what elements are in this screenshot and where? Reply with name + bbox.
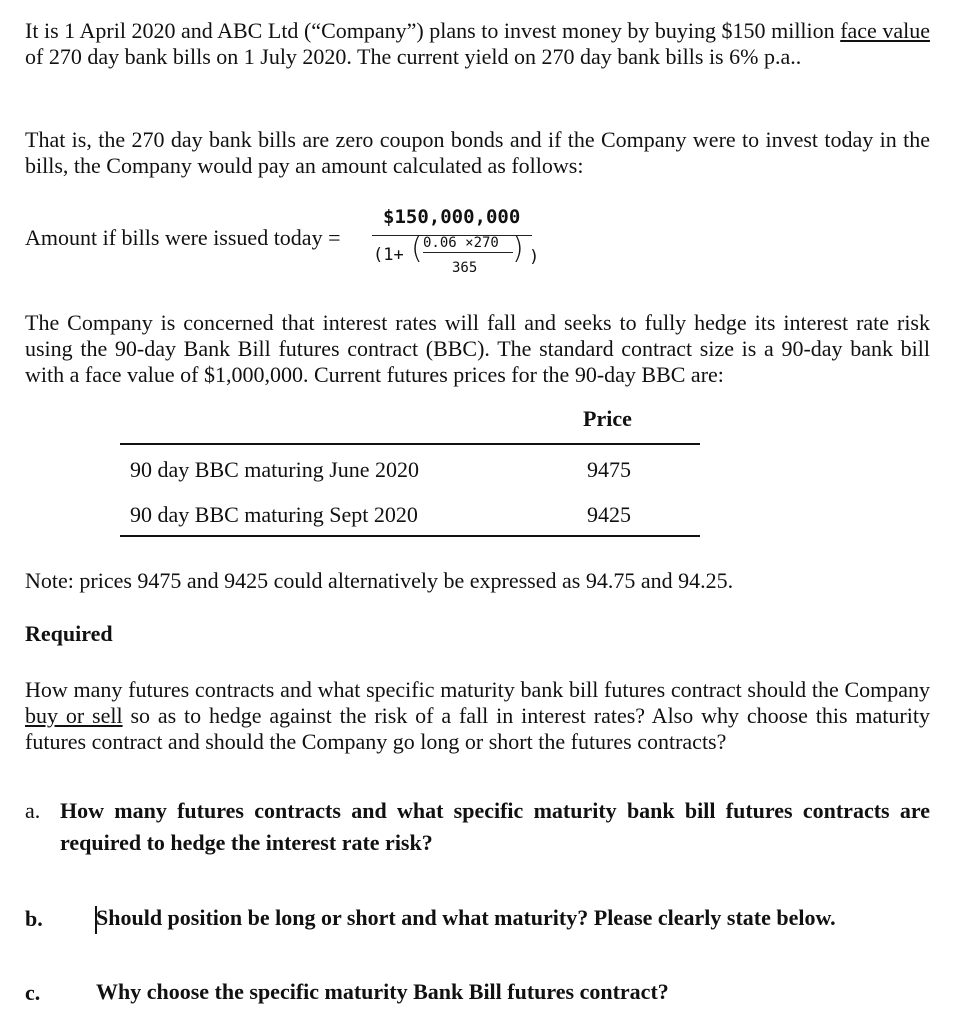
table-row-label: 90 day BBC maturing Sept 2020: [130, 502, 418, 527]
required-paragraph: [25, 677, 930, 755]
intro-text-end: of 270 day bank bills on 1 July 2020. The current yield on 270 day bank bills is 6% p.a..: [25, 44, 802, 69]
formula-denominator-open: (1+: [373, 245, 404, 265]
formula-denominator-close: ): [529, 247, 540, 267]
question-b-text: Should position be long or short and what maturity? Please clearly state below.: [96, 905, 836, 930]
hedge-paragraph: The Company is concerned that interest rates will fall and seeks to fully hedge its interest rate risk using the 90-day Bank Bill futures contract (BBC). The standard contract size is a 90-day bank bill with a face value of $1,000,000. Current futures prices for the 90-day BBC are:: [25, 310, 930, 387]
calculation-paragraph: That is, the 270 day bank bills are zero coupon bonds and if the Company were to invest today in the bills, the Company would pay an amount calculated as follows:: [25, 127, 930, 178]
note-paragraph: Note: prices 9475 and 9425 could alternatively be expressed as 94.75 and 94.25.: [25, 568, 734, 593]
intro-paragraph: [25, 18, 930, 70]
question-c-text: Why choose the specific maturity Bank Bill futures contract?: [96, 979, 669, 1004]
price-column-header: Price: [583, 406, 632, 431]
table-row-price: 9475: [587, 457, 631, 482]
question-a-text: How many futures contracts and what specific maturity bank bill futures contracts are required to hedge the interest rate risk?: [60, 798, 930, 855]
required-text-end: so as to hedge against the risk of a fall in interest rates? Also why choose this maturity futures contract and should the Company go long or short the futures contracts?: [25, 703, 930, 754]
formula-inner-fraction-line: [423, 252, 513, 253]
question-b-letter: b.: [25, 906, 43, 931]
formula-numerator: $150,000,000: [383, 206, 521, 228]
table-row-price: 9425: [587, 502, 631, 527]
question-c-letter: c.: [25, 980, 41, 1005]
required-underlined-term: buy or sell: [25, 703, 123, 728]
formula-label: Amount if bills were issued today =: [25, 225, 341, 250]
intro-text-start: It is 1 April 2020 and ABC Ltd (“Company”) plans to invest money by buying $150 million: [25, 18, 841, 43]
formula-inner-numerator: 0.06 ×270: [423, 235, 499, 251]
formula-left-paren: (: [411, 231, 423, 266]
formula-inner-denominator: 365: [452, 260, 478, 276]
required-text-start: How many futures contracts and what specific maturity bank bill futures contract should the Company: [25, 677, 930, 702]
table-top-rule: [120, 443, 700, 445]
required-heading: Required: [25, 621, 113, 646]
formula-right-paren: ): [512, 231, 524, 266]
intro-underlined-term: face value: [840, 18, 931, 43]
table-bottom-rule: [120, 535, 700, 537]
table-row-label: 90 day BBC maturing June 2020: [130, 457, 420, 482]
question-a-letter: a.: [25, 798, 41, 823]
